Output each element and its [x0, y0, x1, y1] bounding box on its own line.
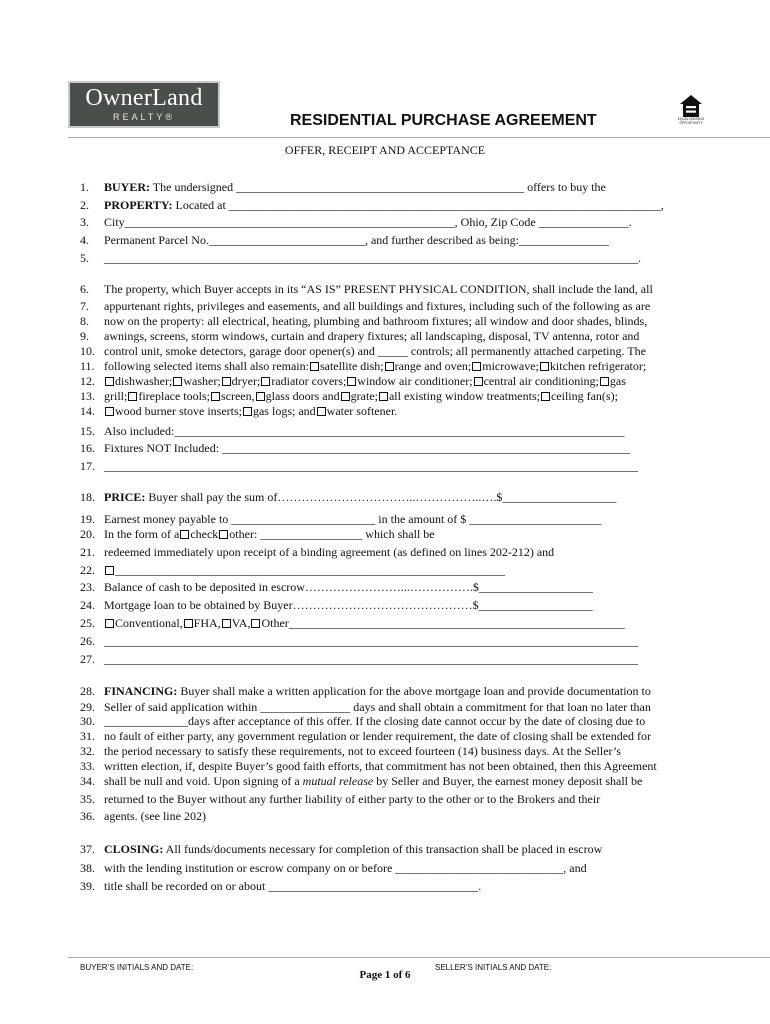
line-text: agents. (see line 202) [104, 809, 206, 823]
line-text: Earnest money payable to ________________________ in the amount of $ ______________________ [104, 512, 602, 526]
line-number: 36. [80, 809, 95, 823]
line-number: 28. [80, 684, 95, 698]
checkbox[interactable] [222, 619, 231, 628]
line-number: 34. [80, 774, 95, 788]
agreement-line [80, 744, 700, 759]
equal-housing-icon [675, 94, 707, 125]
line-text: microwave; [482, 359, 539, 373]
logo-wordmark: OwnerLand [85, 85, 203, 111]
line-number: 26. [80, 634, 95, 648]
seller-initials-label: SELLER’S INITIALS AND DATE: [435, 963, 552, 972]
line-number: 25. [80, 616, 95, 630]
line-text: Located at ________________________________________________________________________, [172, 198, 664, 212]
line-text: Permanent Parcel No.__________________________, and further described as being:_______________ [104, 233, 609, 247]
line-text: Mortgage loan to be obtained by Buyer………………………………………$___________________ [104, 598, 593, 612]
logo-tagline: REALTY® [113, 112, 175, 122]
buyer-initials-label: BUYER’S INITIALS AND DATE: [80, 963, 194, 972]
line-number: 35. [80, 792, 95, 806]
agreement-line [80, 215, 700, 230]
line-text: returned to the Buyer without any further liability of either party to the other or to the Brokers and their [104, 792, 601, 806]
page-number: Page 1 of 6 [359, 969, 411, 981]
agreement-line [80, 792, 700, 807]
line-text: gas logs; and [252, 404, 316, 418]
line-text: Balance of cash to be deposited in escrow……………………...…………….$___________________ [104, 580, 593, 594]
agreement-line [80, 374, 700, 389]
line-text: _________________________________________________________________ [115, 563, 505, 577]
line-text: all existing window treatments; [388, 389, 540, 403]
line-number: 18. [80, 490, 95, 504]
line-number: 7. [80, 299, 89, 313]
line-number: 29. [80, 700, 95, 714]
line-text: radiator covers; [271, 374, 347, 388]
agreement-line [80, 282, 700, 297]
agreement-line [80, 389, 700, 404]
line-text: appurtenant rights, privileges and easements, and all buildings and fixtures, including such of the following as are [104, 299, 651, 313]
equal-housing-label: EQUAL HOUSING OPPORTUNITY [677, 117, 705, 125]
agreement-line [80, 652, 700, 667]
line-text: _________________________________________________________________________________________ [104, 459, 638, 473]
line-number: 38. [80, 861, 95, 875]
checkbox[interactable] [317, 407, 326, 416]
line-number: 31. [80, 729, 95, 743]
agreement-line [80, 404, 700, 419]
line-number: 23. [80, 580, 95, 594]
line-text: written election, if, despite Buyer’s good faith efforts, that commitment has not been obtained, then this Agreement [104, 759, 657, 773]
agreement-line [80, 527, 700, 542]
checkbox[interactable] [180, 530, 189, 539]
agreement-line [80, 684, 700, 699]
agreement-line [80, 634, 700, 649]
line-number: 30. [80, 714, 95, 728]
agreement-line [80, 616, 700, 631]
line-text: ceiling fan(s); [550, 389, 618, 403]
checkbox[interactable] [540, 362, 549, 371]
agreement-line [80, 774, 700, 789]
line-number: 1. [80, 180, 89, 194]
line-text: Also included:___________________________________________________________________________ [104, 424, 625, 438]
line-number: 13. [80, 389, 95, 403]
checkbox[interactable] [211, 392, 220, 401]
line-text: City_______________________________________________________, Ohio, Zip Code _______________. [104, 215, 632, 229]
line-number: 20. [80, 527, 95, 541]
line-text: control unit, smoke detectors, garage door opener(s) and _____ controls; all permanently attached carpeting. The [104, 344, 646, 358]
agreement-line [80, 299, 700, 314]
line-text: washer; [183, 374, 221, 388]
checkbox[interactable] [474, 377, 483, 386]
line-text: _________________________________________________________________________________________. [104, 251, 641, 265]
agreement-line [80, 180, 700, 195]
line-number: 3. [80, 215, 89, 229]
agreement-line [80, 344, 700, 359]
line-number: 19. [80, 512, 95, 526]
agreement-line [80, 424, 700, 439]
line-text: no fault of either party, any government regulation or lender requirement, the date of closing shall be extended for [104, 729, 652, 743]
line-text: Seller of said application within _______________ days and shall obtain a commitment for that loan no later than [104, 700, 651, 714]
line-number: 9. [80, 329, 89, 343]
agreement-line [80, 314, 700, 329]
agreement-line [80, 861, 700, 876]
line-number: 17. [80, 459, 95, 473]
line-text: with the lending institution or escrow company on or before ____________________________, and [104, 861, 587, 875]
checkbox[interactable] [385, 362, 394, 371]
agreement-line [80, 251, 700, 266]
line-text: shall be null and void. Upon signing of a [104, 774, 303, 788]
line-number: 11. [80, 359, 95, 373]
section-heading: PROPERTY: [104, 198, 173, 212]
ownerland-logo [68, 81, 220, 128]
checkbox[interactable] [341, 392, 350, 401]
line-number: 6. [80, 282, 89, 296]
agreement-line [80, 545, 700, 560]
line-number: 24. [80, 598, 95, 612]
header-rule [68, 137, 770, 138]
line-text: range and oven; [394, 359, 472, 373]
line-text: grill; [104, 389, 128, 403]
checkbox[interactable] [184, 619, 193, 628]
checkbox[interactable] [600, 377, 609, 386]
line-number: 2. [80, 198, 89, 212]
line-text: ______________days after acceptance of this offer. If the closing date cannot occur by the date of closing due to [104, 714, 646, 728]
agreement-line [80, 233, 700, 248]
line-text: fireplace tools; [138, 389, 210, 403]
line-text: Buyer shall pay the sum of……………………………..……………..….$___________________ [145, 490, 617, 504]
line-text: check [190, 527, 219, 541]
checkbox[interactable] [256, 392, 265, 401]
line-number: 5. [80, 251, 89, 265]
line-text: Fixtures NOT Included: ____________________________________________________________________ [104, 441, 631, 455]
agreement-line [80, 842, 700, 857]
agreement-line [80, 512, 700, 527]
line-text: Other________________________________________________________ [261, 616, 625, 630]
line-text: dishwasher; [115, 374, 173, 388]
line-text: water softener. [326, 404, 398, 418]
checkbox[interactable] [128, 392, 137, 401]
line-text: In the form of a [104, 527, 180, 541]
line-text: the period necessary to satisfy these requirements, not to exceed fourteen (14) business days. At the Seller’s [104, 744, 621, 758]
agreement-line [80, 490, 700, 505]
line-text: glass doors and [265, 389, 340, 403]
line-number: 12. [80, 374, 95, 388]
document-subtitle: OFFER, RECEIPT AND ACCEPTANCE [284, 143, 486, 157]
section-heading: CLOSING: [104, 842, 164, 856]
line-number: 32. [80, 744, 95, 758]
line-number: 10. [80, 344, 95, 358]
checkbox[interactable] [105, 566, 114, 575]
line-number: 33. [80, 759, 95, 773]
agreement-line [80, 729, 700, 744]
agreement-line [80, 714, 700, 729]
line-text: now on the property: all electrical, heating, plumbing and bathroom fixtures; all window and door shades, blinds, [104, 314, 648, 328]
line-number: 22. [80, 563, 95, 577]
agreement-line [80, 441, 700, 456]
line-number: 37. [80, 842, 95, 856]
agreement-line [80, 359, 700, 374]
line-text: The undersigned ________________________________________________ offers to buy the [150, 180, 606, 194]
checkbox[interactable] [173, 377, 182, 386]
agreement-line [80, 198, 700, 213]
line-text: Buyer shall make a written application for the above mortgage loan and provide documentation to [177, 684, 651, 698]
checkbox[interactable] [105, 407, 114, 416]
line-text: All funds/documents necessary for completion of this transaction shall be placed in escrow [163, 842, 603, 856]
agreement-line [80, 598, 700, 613]
line-text: FHA, [193, 616, 221, 630]
section-heading: BUYER: [104, 180, 151, 194]
checkbox[interactable] [243, 407, 252, 416]
line-text: _________________________________________________________________________________________ [104, 634, 638, 648]
line-number: 16. [80, 441, 95, 455]
line-text: Conventional, [115, 616, 183, 630]
line-text: screen, [220, 389, 255, 403]
line-number: 14. [80, 404, 95, 418]
line-text: satellite dish; [319, 359, 384, 373]
agreement-line [80, 700, 700, 715]
checkbox[interactable] [251, 619, 260, 628]
line-number: 39. [80, 879, 95, 893]
line-number: 8. [80, 314, 89, 328]
agreement-line [80, 459, 700, 474]
agreement-line [80, 580, 700, 595]
checkbox[interactable] [379, 392, 388, 401]
line-number: 27. [80, 652, 95, 666]
footer-rule [68, 957, 770, 958]
section-heading: PRICE: [104, 490, 146, 504]
section-heading: FINANCING: [104, 684, 178, 698]
line-text: wood burner stove inserts; [115, 404, 242, 418]
line-number: 15. [80, 424, 95, 438]
line-text: title shall be recorded on or about ___________________________________. [104, 879, 482, 893]
line-text: kitchen refrigerator; [549, 359, 647, 373]
line-text: mutual release [302, 774, 374, 788]
checkbox[interactable] [105, 619, 114, 628]
line-text: The property, which Buyer accepts in its “AS IS” PRESENT PHYSICAL CONDITION, shall include the land, all [104, 282, 653, 296]
checkbox[interactable] [105, 377, 114, 386]
line-text: _________________________________________________________________________________________ [104, 652, 638, 666]
document-title: RESIDENTIAL PURCHASE AGREEMENT [290, 112, 597, 129]
line-number: 4. [80, 233, 89, 247]
line-text: VA, [231, 616, 251, 630]
agreement-line [80, 809, 700, 824]
line-text: redeemed immediately upon receipt of a binding agreement (as defined on lines 202-212) and [104, 545, 555, 559]
checkbox[interactable] [222, 377, 231, 386]
agreement-line [80, 759, 700, 774]
checkbox[interactable] [219, 530, 228, 539]
checkbox[interactable] [472, 362, 481, 371]
line-text: other: _________________ which shall be [229, 527, 435, 541]
agreement-line [80, 879, 700, 894]
line-text: central air conditioning; [483, 374, 599, 388]
line-number: 21. [80, 545, 95, 559]
line-text: dryer; [231, 374, 261, 388]
agreement-line [80, 329, 700, 344]
line-text: window air conditioner; [357, 374, 473, 388]
agreement-line [80, 563, 700, 578]
checkbox[interactable] [541, 392, 550, 401]
checkbox[interactable] [310, 362, 319, 371]
checkbox[interactable] [347, 377, 356, 386]
line-text: awnings, screens, storm windows, curtain and drapery fixtures; all landscaping, disposal, TV antenna, rotor and [104, 329, 640, 343]
line-text: by Seller and Buyer, the earnest money deposit shall be [373, 774, 643, 788]
line-text: gas [609, 374, 626, 388]
line-text: following selected items shall also remain: [104, 359, 309, 373]
line-text: grate; [350, 389, 378, 403]
checkbox[interactable] [261, 377, 270, 386]
